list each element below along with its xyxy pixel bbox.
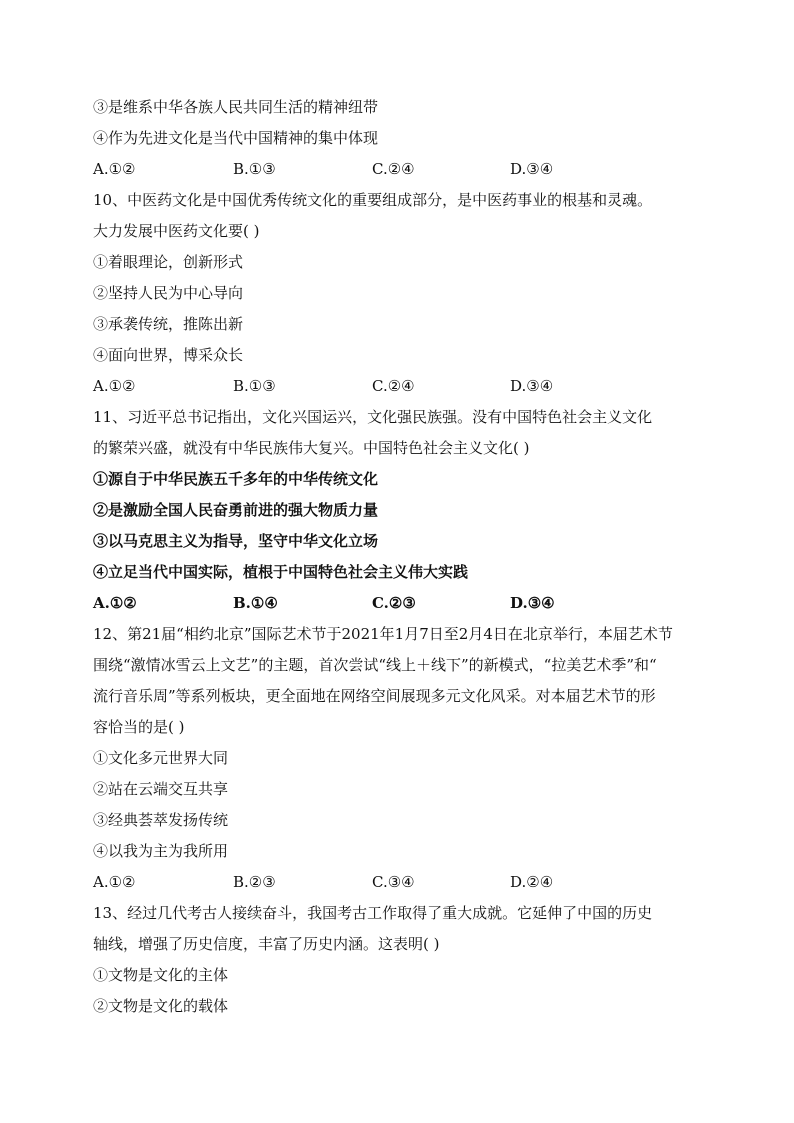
q12-item-2: ②站在云端交互共享 — [93, 780, 229, 798]
q12-option-c: C.③④ — [372, 873, 415, 891]
q13-stem-line-2: 轴线，增强了历史信度，丰富了历史内涵。这表明( ) — [93, 935, 440, 953]
q12-item-1: ①文化多元世界大同 — [93, 749, 229, 767]
page-content — [93, 92, 713, 1022]
q10-options — [93, 371, 713, 402]
q10-item-1: ①着眼理论，创新形式 — [93, 253, 244, 271]
q10-item-2: ②坚持人民为中心导向 — [93, 284, 244, 302]
q11-item-4: ④立足当代中国实际，植根于中国特色社会主义伟大实践 — [93, 563, 469, 581]
q11-stem-line-1: 11、习近平总书记指出，文化兴国运兴，文化强民族强。没有中国特色社会主义文化 — [93, 408, 653, 426]
q12-option-d: D.②④ — [510, 873, 554, 891]
q9-item-4: ④作为先进文化是当代中国精神的集中体现 — [93, 129, 379, 147]
q10-item-3: ③承袭传统，推陈出新 — [93, 315, 244, 333]
q12-option-a: A.①② — [93, 873, 136, 891]
q12-stem-line-4: 容恰当的是( ) — [93, 718, 185, 736]
q12-options — [93, 867, 713, 898]
q11-option-a: A.①② — [93, 594, 137, 612]
q9-option-b: B.①③ — [233, 160, 276, 178]
q12-option-b: B.②③ — [233, 873, 276, 891]
q9-option-a: A.①② — [93, 160, 136, 178]
q13-item-2: ②文物是文化的载体 — [93, 997, 229, 1015]
q9-options — [93, 154, 713, 185]
q10-option-b: B.①③ — [233, 377, 276, 395]
q12-stem-line-2: 围绕“激情冰雪云上文艺”的主题，首次尝试“线上＋线下”的新模式，“拉美艺术季”和“ — [93, 656, 657, 674]
q11-stem-line-2: 的繁荣兴盛，就没有中华民族伟大复兴。中国特色社会主义文化( ) — [93, 439, 530, 457]
q10-item-4: ④面向世界，博采众长 — [93, 346, 244, 364]
q11-option-c: C.②③ — [372, 594, 416, 612]
q11-item-1: ①源自于中华民族五千多年的中华传统文化 — [93, 470, 379, 488]
q13-item-1: ①文物是文化的主体 — [93, 966, 229, 984]
q12-stem-line-1: 12、第21届“相约北京”国际艺术节于2021年1月7日至2月4日在北京举行，本届艺术节 — [93, 625, 673, 643]
q12-stem-line-3: 流行音乐周”等系列板块，更全面地在网络空间展现多元文化风采。对本届艺术节的形 — [93, 687, 656, 705]
q9-option-d: D.③④ — [510, 160, 554, 178]
q11-item-3: ③以马克思主义为指导，坚守中华文化立场 — [93, 532, 379, 550]
q10-stem-line-1: 10、中医药文化是中国优秀传统文化的重要组成部分，是中医药事业的根基和灵魂。 — [93, 191, 653, 209]
q10-option-a: A.①② — [93, 377, 136, 395]
q10-stem-line-2: 大力发展中医药文化要( ) — [93, 222, 260, 240]
q10-option-d: D.③④ — [510, 377, 554, 395]
q12-item-4: ④以我为主为我所用 — [93, 842, 229, 860]
q11-option-d: D.③④ — [510, 594, 555, 612]
q10-option-c: C.②④ — [372, 377, 415, 395]
q11-item-2: ②是激励全国人民奋勇前进的强大物质力量 — [93, 501, 379, 519]
q11-options — [93, 588, 713, 619]
q9-option-c: C.②④ — [372, 160, 415, 178]
q12-item-3: ③经典荟萃发扬传统 — [93, 811, 229, 829]
q11-option-b: B.①④ — [233, 594, 278, 612]
q13-stem-line-1: 13、经过几代考古人接续奋斗，我国考古工作取得了重大成就。它延伸了中国的历史 — [93, 904, 653, 922]
q9-item-3: ③是维系中华各族人民共同生活的精神纽带 — [93, 98, 379, 116]
